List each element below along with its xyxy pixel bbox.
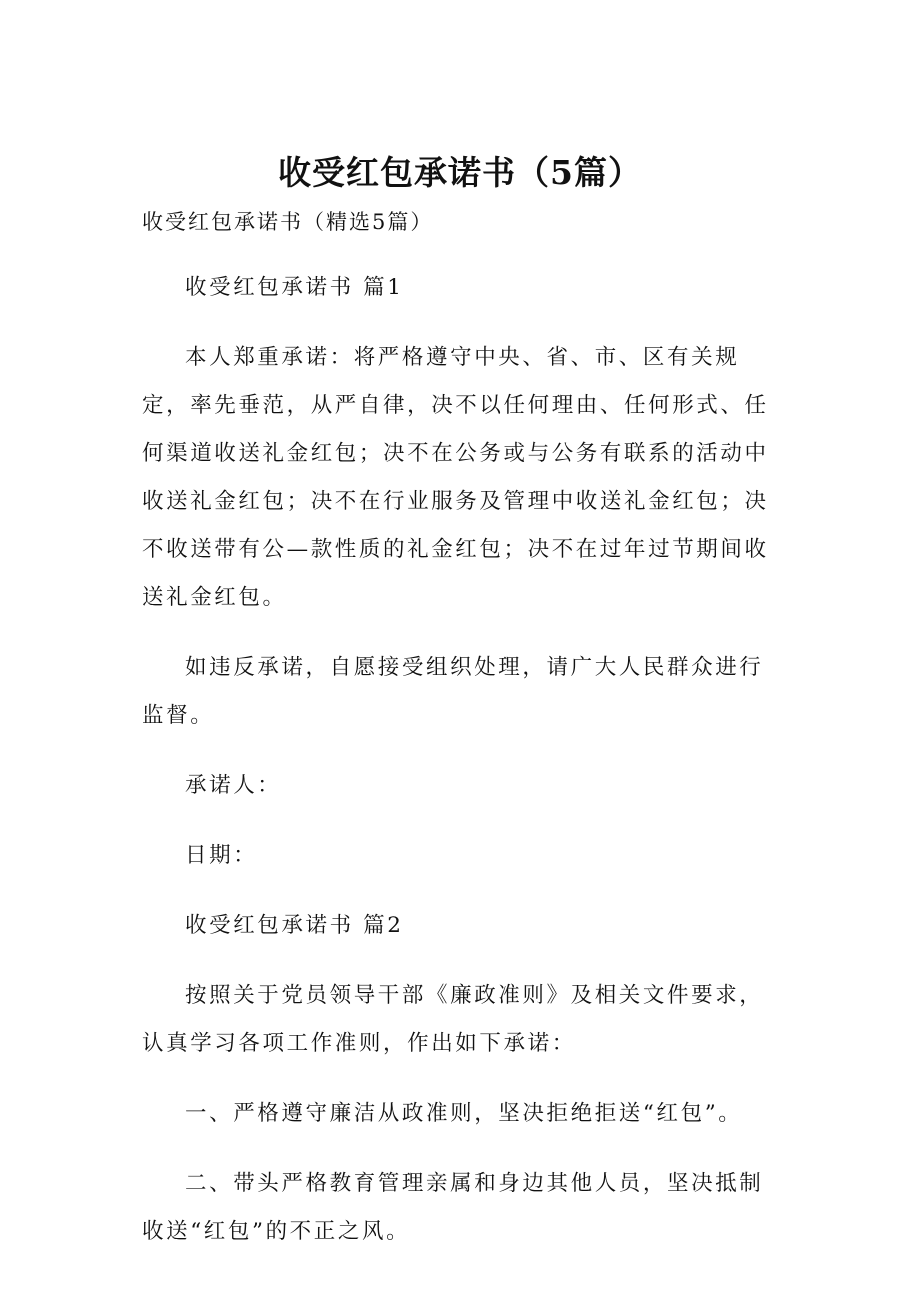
- document-title: 收受红包承诺书（5篇）: [278, 153, 642, 192]
- section-heading-2: 收受红包承诺书 篇2: [185, 913, 404, 938]
- document-body: [142, 264, 772, 1278]
- document-subtitle: 收受红包承诺书（精选5篇）: [142, 210, 434, 234]
- paragraph-intro: 按照关于党员领导干部《廉政准则》及相关文件要求，认真学习各项工作准则，作出如下承诺：: [142, 983, 764, 1056]
- paragraph-item-2: 二、带头严格教育管理亲属和身边其他人员，坚决抵制收送“红包”的不正之风。: [142, 1171, 764, 1244]
- signature-label: 承诺人：: [185, 773, 282, 798]
- paragraph-commitment: 本人郑重承诺：将严格遵守中央、省、市、区有关规定，率先垂范，从严自律，决不以任何理由、任何形式、任何渠道收送礼金红包；决不在公务或与公务有联系的活动中收送礼金红包；决不在行业服务及管理中收送礼金红包；决不收送带有公—款性质的礼金红包；决不在过年过节期间收送礼金红包。: [142, 345, 769, 610]
- paragraph-item-1: 一、严格遵守廉洁从政准则，坚决拒绝拒送“红包”。: [185, 1101, 743, 1126]
- paragraph-violation: 如违反承诺，自愿接受组织处理，请广大人民群众进行监督。: [142, 655, 764, 728]
- section-heading-1: 收受红包承诺书 篇1: [185, 275, 404, 300]
- date-label: 日期：: [185, 843, 258, 868]
